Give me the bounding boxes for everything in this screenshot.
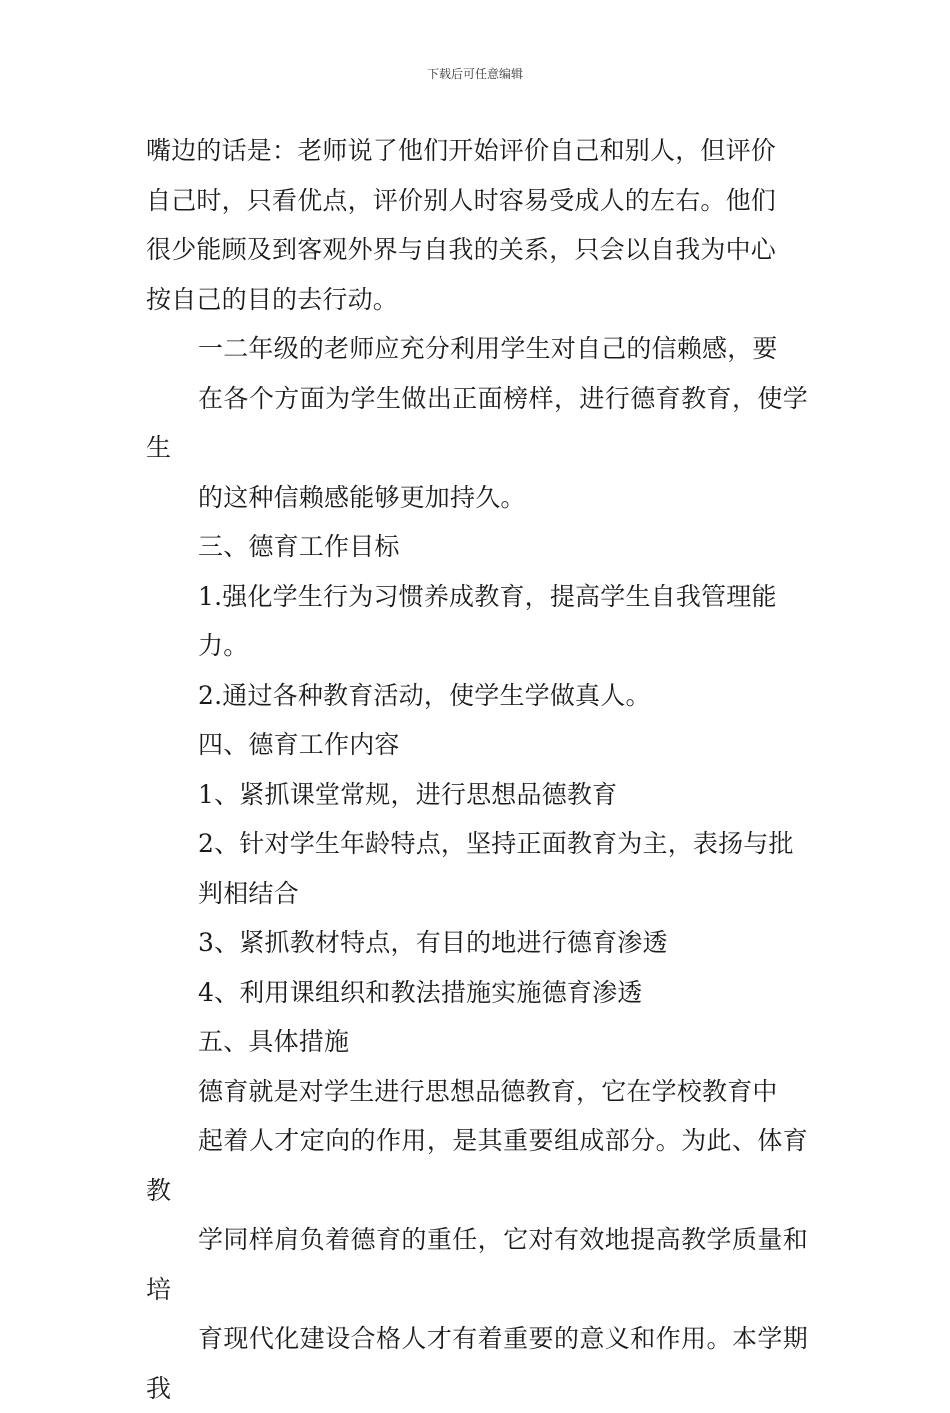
paragraph [146, 918, 808, 968]
text-line: 2、针对学生年龄特点，坚持正面教育为主，表扬与批 [146, 819, 808, 869]
paragraph [146, 720, 808, 770]
paragraph [146, 126, 808, 324]
paragraph [146, 1017, 808, 1067]
text-line: 四、德育工作内容 [146, 720, 808, 770]
document-body [146, 126, 808, 1413]
text-line: 3、紧抓教材特点，有目的地进行德育渗透 [146, 918, 808, 968]
paragraph [146, 1067, 808, 1413]
paragraph [146, 572, 808, 671]
text-line: 按自己的目的去行动。 [146, 275, 808, 325]
text-line: 判相结合 [146, 869, 808, 919]
text-line: 4、利用课组织和教法措施实施德育渗透 [146, 968, 808, 1018]
text-line: 学同样肩负着德育的重任，它对有效地提高教学质量和培 [146, 1215, 808, 1314]
text-line: 嘴边的话是：老师说了他们开始评价自己和别人，但评价 [146, 126, 808, 176]
text-line: 一二年级的老师应充分利用学生对自己的信赖感，要 [146, 324, 808, 374]
page-header-note: 下载后可任意编辑 [0, 66, 950, 82]
text-line: 的这种信赖感能够更加持久。 [146, 473, 808, 523]
text-line: 在各个方面为学生做出正面榜样，进行德育教育，使学生 [146, 374, 808, 473]
text-line: 五、具体措施 [146, 1017, 808, 1067]
paragraph [146, 770, 808, 820]
text-line: 1、紧抓课堂常规，进行思想品德教育 [146, 770, 808, 820]
text-line: 育现代化建设合格人才有着重要的意义和作用。本学期我 [146, 1314, 808, 1413]
text-line: 三、德育工作目标 [146, 522, 808, 572]
text-line: 力。 [146, 621, 808, 671]
text-line: 2.通过各种教育活动，使学生学做真人。 [146, 671, 808, 721]
paragraph [146, 522, 808, 572]
paragraph [146, 671, 808, 721]
text-line: 自己时，只看优点，评价别人时容易受成人的左右。他们 [146, 176, 808, 226]
text-line: 起着人才定向的作用，是其重要组成部分。为此、体育教 [146, 1116, 808, 1215]
text-line: 很少能顾及到客观外界与自我的关系，只会以自我为中心 [146, 225, 808, 275]
paragraph [146, 324, 808, 522]
paragraph [146, 819, 808, 918]
text-line: 德育就是对学生进行思想品德教育，它在学校教育中 [146, 1067, 808, 1117]
paragraph [146, 968, 808, 1018]
text-line: 1.强化学生行为习惯养成教育，提高学生自我管理能 [146, 572, 808, 622]
